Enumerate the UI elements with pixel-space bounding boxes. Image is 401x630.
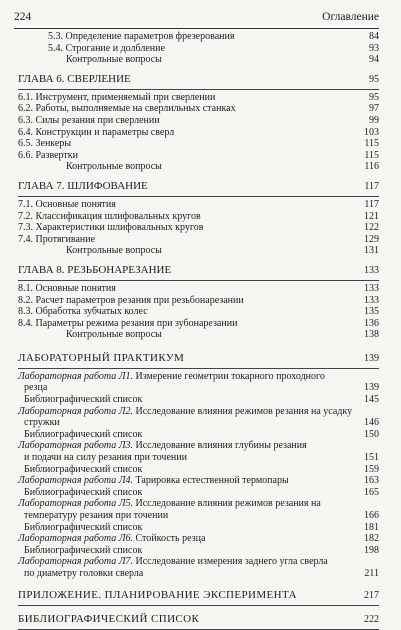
lab-entry — [18, 487, 379, 499]
toc-entry-label: 8.4. Параметры режима резания при зубонарезании — [18, 317, 238, 329]
toc-entry-label: 7.3. Характеристики шлифовальных кругов — [18, 222, 204, 234]
toc-entry — [18, 295, 379, 307]
lab-entry-page: 166 — [364, 510, 379, 521]
lab-entry-text — [18, 545, 379, 557]
toc-entry-label: 6.2. Работы, выполняемые на сверлильных станках — [18, 103, 236, 115]
lab-work-number: Лабораторная работа Л3. — [18, 440, 134, 452]
appendix-page: 217 — [364, 589, 379, 601]
lab-entry-text — [18, 475, 379, 487]
toc-entry-page: 115 — [364, 138, 379, 150]
toc-entry-page: 133 — [364, 282, 379, 294]
lab-entries — [18, 371, 379, 580]
lab-entry-text — [18, 522, 379, 534]
lab-work-number: Лабораторная работа Л5. — [18, 498, 134, 510]
toc-entry-page: 97 — [369, 103, 379, 115]
lab-entry — [18, 371, 379, 394]
toc-entry-page: 135 — [364, 306, 379, 318]
toc-entry — [18, 138, 379, 150]
toc-entry-label: 6.4. Конструкции и параметры сверл — [18, 126, 175, 138]
lab-entry-title: Библиографический список — [24, 428, 143, 440]
toc-entry — [18, 234, 379, 246]
toc-entry-label: Контрольные вопросы — [66, 245, 162, 257]
lab-entry — [18, 522, 379, 534]
lab-entry — [18, 556, 379, 579]
chapter-title: ГЛАВА 8. РЕЗЬБОНАРЕЗАНИЕ — [18, 263, 172, 276]
lab-entry-title: Библиографический список — [24, 486, 143, 498]
lab-entry-title: Исследование влияния глубины резания — [133, 440, 307, 452]
toc-entry-page: 93 — [369, 42, 379, 54]
lab-entry-title: Стойкость резца — [133, 533, 206, 545]
toc-entry-page: 84 — [369, 31, 379, 42]
lab-entry-text — [18, 440, 379, 463]
lab-entry-text — [18, 406, 379, 429]
toc-entry-page: 133 — [364, 294, 379, 306]
toc-entry-page: 129 — [364, 233, 379, 245]
toc-entry-label: Контрольные вопросы — [66, 54, 162, 66]
toc-entry-label: 6.3. Силы резания при сверлении — [18, 114, 160, 126]
lab-entry-page: 181 — [364, 521, 379, 533]
chapter-heading — [18, 351, 379, 369]
toc-entry — [18, 199, 379, 211]
toc-entry — [18, 103, 379, 115]
toc-entry-page: 94 — [369, 54, 379, 66]
lab-entry-title: Библиографический список — [24, 394, 143, 406]
lab-entry-page: 146 — [364, 417, 379, 429]
running-header — [14, 8, 379, 29]
toc-entry-page: 122 — [364, 222, 379, 234]
lab-entry — [18, 533, 379, 545]
toc-entry — [18, 211, 379, 223]
lab-work-number: Лабораторная работа Л6. — [18, 533, 134, 545]
lab-entry — [18, 406, 379, 429]
chapter-page: 95 — [369, 73, 379, 85]
lab-entry-page: 139 — [364, 382, 379, 394]
bibliography-title: БИБЛИОГРАФИЧЕСКИЙ СПИСОК — [18, 612, 200, 625]
toc-entry-page: 138 — [364, 329, 379, 341]
page-number: 224 — [14, 11, 32, 23]
lab-entry-title: Измерение геометрии токарного проходного — [133, 370, 325, 382]
toc-entry — [18, 161, 379, 173]
toc-entry-page: 103 — [364, 126, 379, 138]
toc-entry — [18, 127, 379, 139]
toc-entry-page: 131 — [364, 245, 379, 257]
lab-entry-title-cont: стружки — [24, 417, 60, 429]
toc-entry — [18, 31, 379, 43]
lab-entry — [18, 394, 379, 406]
lab-entry-page: 151 — [364, 452, 379, 464]
toc-entry — [18, 245, 379, 257]
toc-entry-label: 8.2. Расчет параметров резания при резьбонарезании — [18, 294, 244, 306]
toc-entry — [18, 222, 379, 234]
lab-entry-page: 211 — [364, 567, 379, 579]
lab-entry — [18, 475, 379, 487]
toc-entry-label: Контрольные вопросы — [66, 329, 162, 341]
toc-entry-page: 136 — [364, 317, 379, 329]
toc-entry — [18, 150, 379, 162]
lab-entry-page: 163 — [364, 475, 379, 487]
toc-entry — [18, 92, 379, 104]
toc-entry-label: 5.3. Определение параметров фрезерования — [48, 31, 235, 42]
lab-work-number: Лабораторная работа Л7. — [18, 556, 134, 568]
table-of-contents — [18, 31, 379, 630]
toc-entry-page: 117 — [364, 198, 379, 210]
lab-entry-title: Исследование измерения заднего угла сверла — [133, 556, 328, 568]
chapter-title: ГЛАВА 7. ШЛИФОВАНИЕ — [18, 179, 148, 192]
lab-entry — [18, 440, 379, 463]
lab-entry-page: 182 — [364, 533, 379, 545]
toc-entry-page: 116 — [364, 161, 379, 173]
lab-entry-text — [18, 533, 379, 545]
toc-entry — [18, 115, 379, 127]
toc-entry — [18, 54, 379, 66]
toc-entry — [18, 329, 379, 341]
toc-entry-label: 8.1. Основные понятия — [18, 282, 116, 294]
lab-entry-title-cont: и подачи на силу резания при точении — [24, 452, 187, 464]
running-title: Оглавление — [322, 11, 379, 23]
toc-entry — [18, 306, 379, 318]
toc-entry-page: 115 — [364, 149, 379, 161]
chapter-title: ГЛАВА 6. СВЕРЛЕНИЕ — [18, 72, 131, 85]
toc-entry-label: 7.4. Протягивание — [18, 233, 96, 245]
lab-entry-title: Библиографический список — [24, 544, 143, 556]
lab-entry-page: 165 — [364, 486, 379, 498]
toc-entry — [18, 283, 379, 295]
chapter-page: 139 — [364, 352, 379, 364]
toc-entry-label: 6.6. Развертки — [18, 149, 78, 161]
chapter-heading — [18, 179, 379, 197]
lab-entry-title: Исследование влияния режимов резания на усадку — [133, 405, 353, 417]
chapter-page: 117 — [364, 180, 379, 192]
toc-entry-label: 6.5. Зенкеры — [18, 138, 72, 150]
lab-entry-title-cont: по диаметру головки сверла — [24, 567, 144, 579]
chapter-title: ЛАБОРАТОРНЫЙ ПРАКТИКУМ — [18, 351, 185, 364]
lab-entry-title: Исследование влияния режимов резания на — [133, 498, 321, 510]
toc-entry-label: 6.1. Инструмент, применяемый при сверлении — [18, 91, 216, 103]
lab-entry-title: Библиографический список — [24, 521, 143, 533]
lab-entry-title: Библиографический список — [24, 463, 143, 475]
chapter-heading — [18, 72, 379, 90]
appendix-heading — [18, 588, 379, 606]
lab-entry-page: 159 — [364, 463, 379, 475]
lab-entry-text — [18, 464, 379, 476]
bibliography-heading — [18, 612, 379, 630]
lab-entry — [18, 429, 379, 441]
lab-entry — [18, 464, 379, 476]
toc-entry — [18, 43, 379, 55]
lab-work-number: Лабораторная работа Л4. — [18, 475, 134, 487]
lab-entry — [18, 498, 379, 521]
bibliography-page: 222 — [364, 613, 379, 625]
toc-entry-page: 95 — [369, 91, 379, 103]
chapter-heading — [18, 263, 379, 281]
lab-entry-page: 150 — [364, 428, 379, 440]
lab-entry-title: Тарировка естественной термопары — [133, 475, 289, 487]
lab-entry-text — [18, 429, 379, 441]
toc-entry-label: 7.1. Основные понятия — [18, 198, 116, 210]
lab-entry-page: 198 — [364, 544, 379, 556]
toc-entry — [18, 318, 379, 330]
toc-entry-label: 5.4. Строгание и долбление — [48, 42, 165, 54]
lab-entry-text — [18, 556, 379, 579]
lab-entry-text — [18, 394, 379, 406]
lab-entry-text — [18, 371, 379, 394]
lab-work-number: Лабораторная работа Л2. — [18, 405, 134, 417]
lab-entry — [18, 545, 379, 557]
lab-entry-page: 145 — [364, 394, 379, 406]
toc-entry-page: 99 — [369, 114, 379, 126]
lab-work-number: Лабораторная работа Л1. — [18, 370, 134, 382]
lab-entry-text — [18, 498, 379, 521]
lab-entry-title-cont: температуру резания при точении — [24, 510, 169, 521]
toc-entry-label: Контрольные вопросы — [66, 161, 162, 173]
lab-entry-text — [18, 487, 379, 499]
chapter-page: 133 — [364, 264, 379, 276]
toc-entry-label: 8.3. Обработка зубчатых колес — [18, 306, 148, 318]
appendix-title: ПРИЛОЖЕНИЕ. ПЛАНИРОВАНИЕ ЭКСПЕРИМЕНТА — [18, 588, 297, 601]
toc-entry-label: 7.2. Классификация шлифовальных кругов — [18, 210, 201, 222]
lab-entry-title-cont: резца — [24, 382, 48, 394]
toc-entry-page: 121 — [364, 210, 379, 222]
